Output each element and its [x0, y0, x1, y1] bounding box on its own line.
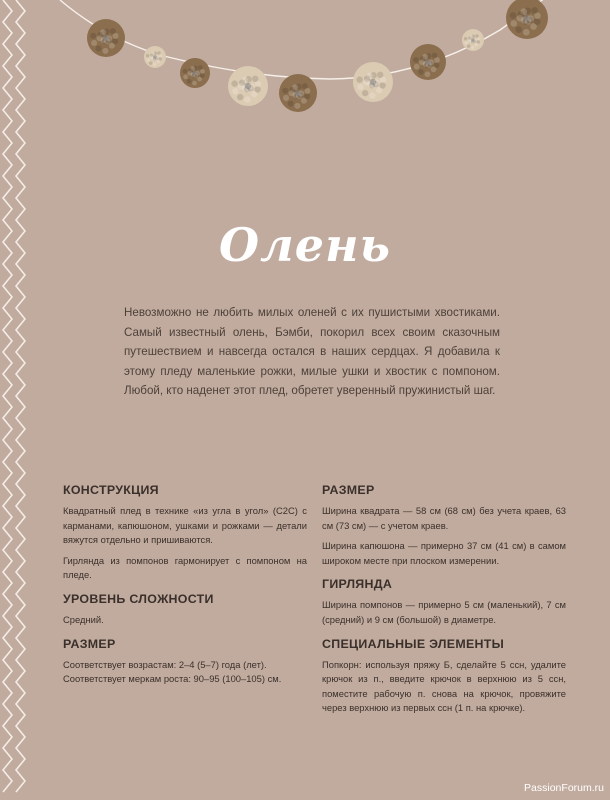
age-size-text: Соответствует возрастам: 2–4 (5–7) года (лет).	[63, 658, 267, 670]
watermark: PassionForum.ru	[524, 782, 604, 794]
hood-width-text: Ширина капюшона — примерно 37 см (41 см) в самом широком месте при плоском измерении.	[322, 540, 566, 566]
zigzag-border	[0, 0, 30, 800]
height-size-text: Соответствует меркам роста: 90–95 (100–105) см.	[63, 673, 282, 685]
special-text: Попкорн: используя пряжу Б, сделайте 5 ссн, удалите крючок из п., введите крючок в верхнюю из 5 ссн, поместите рабочую п. снова на крючок, провяжите через верхнюю из первых ссн (1 п. на крючке).	[322, 658, 566, 714]
page-title: Олень	[219, 218, 391, 272]
intro-paragraph: Невозможно не любить милых оленей с их пушистыми хвостиками. Самый известный олень, Бэмби, покорил всех своим сказочным путешествием и навсегда остался в наших сердцах. Я добавила к этому пледу маленькие рожки, милые ушки и хвостик с помпоном. Любой, кто наденет этот плед, обретет уверенный пружинистый шаг.	[124, 306, 500, 397]
right-column	[322, 483, 566, 725]
construction-text: Квадратный плед в технике «из угла в угол» (C2C) с карманами, капюшоном, ушками и рожками — детали вяжутся отдельно и пришиваются.	[63, 505, 307, 546]
square-width-text: Ширина квадрата — 58 см (68 см) без учета краев, 63 см (73 см) — с учетом краев.	[322, 505, 566, 531]
garland-heading: ГИРЛЯНДА	[322, 577, 393, 592]
garland-text: Ширина помпонов — примерно 5 см (маленький), 7 см (средний) и 9 см (большой) в диаметре.	[322, 599, 566, 625]
difficulty-heading: УРОВЕНЬ СЛОЖНОСТИ	[63, 591, 214, 606]
size-heading-right: РАЗМЕР	[322, 483, 375, 497]
garland-note-text: Гирлянда из помпонов гармонирует с помпоном на пледе.	[63, 554, 307, 581]
size-heading-left: РАЗМЕР	[63, 636, 116, 651]
difficulty-text: Средний.	[63, 613, 104, 625]
construction-section	[63, 483, 307, 583]
special-heading: СПЕЦИАЛЬНЫЕ ЭЛЕМЕНТЫ	[322, 636, 505, 651]
construction-heading: КОНСТРУКЦИЯ	[63, 483, 159, 497]
special-section	[322, 637, 566, 716]
pompom-garland	[0, 0, 610, 120]
size-section-right	[322, 483, 566, 568]
difficulty-section	[63, 592, 307, 628]
left-column	[63, 483, 307, 696]
garland-section	[322, 577, 566, 627]
size-section-left	[63, 637, 307, 687]
